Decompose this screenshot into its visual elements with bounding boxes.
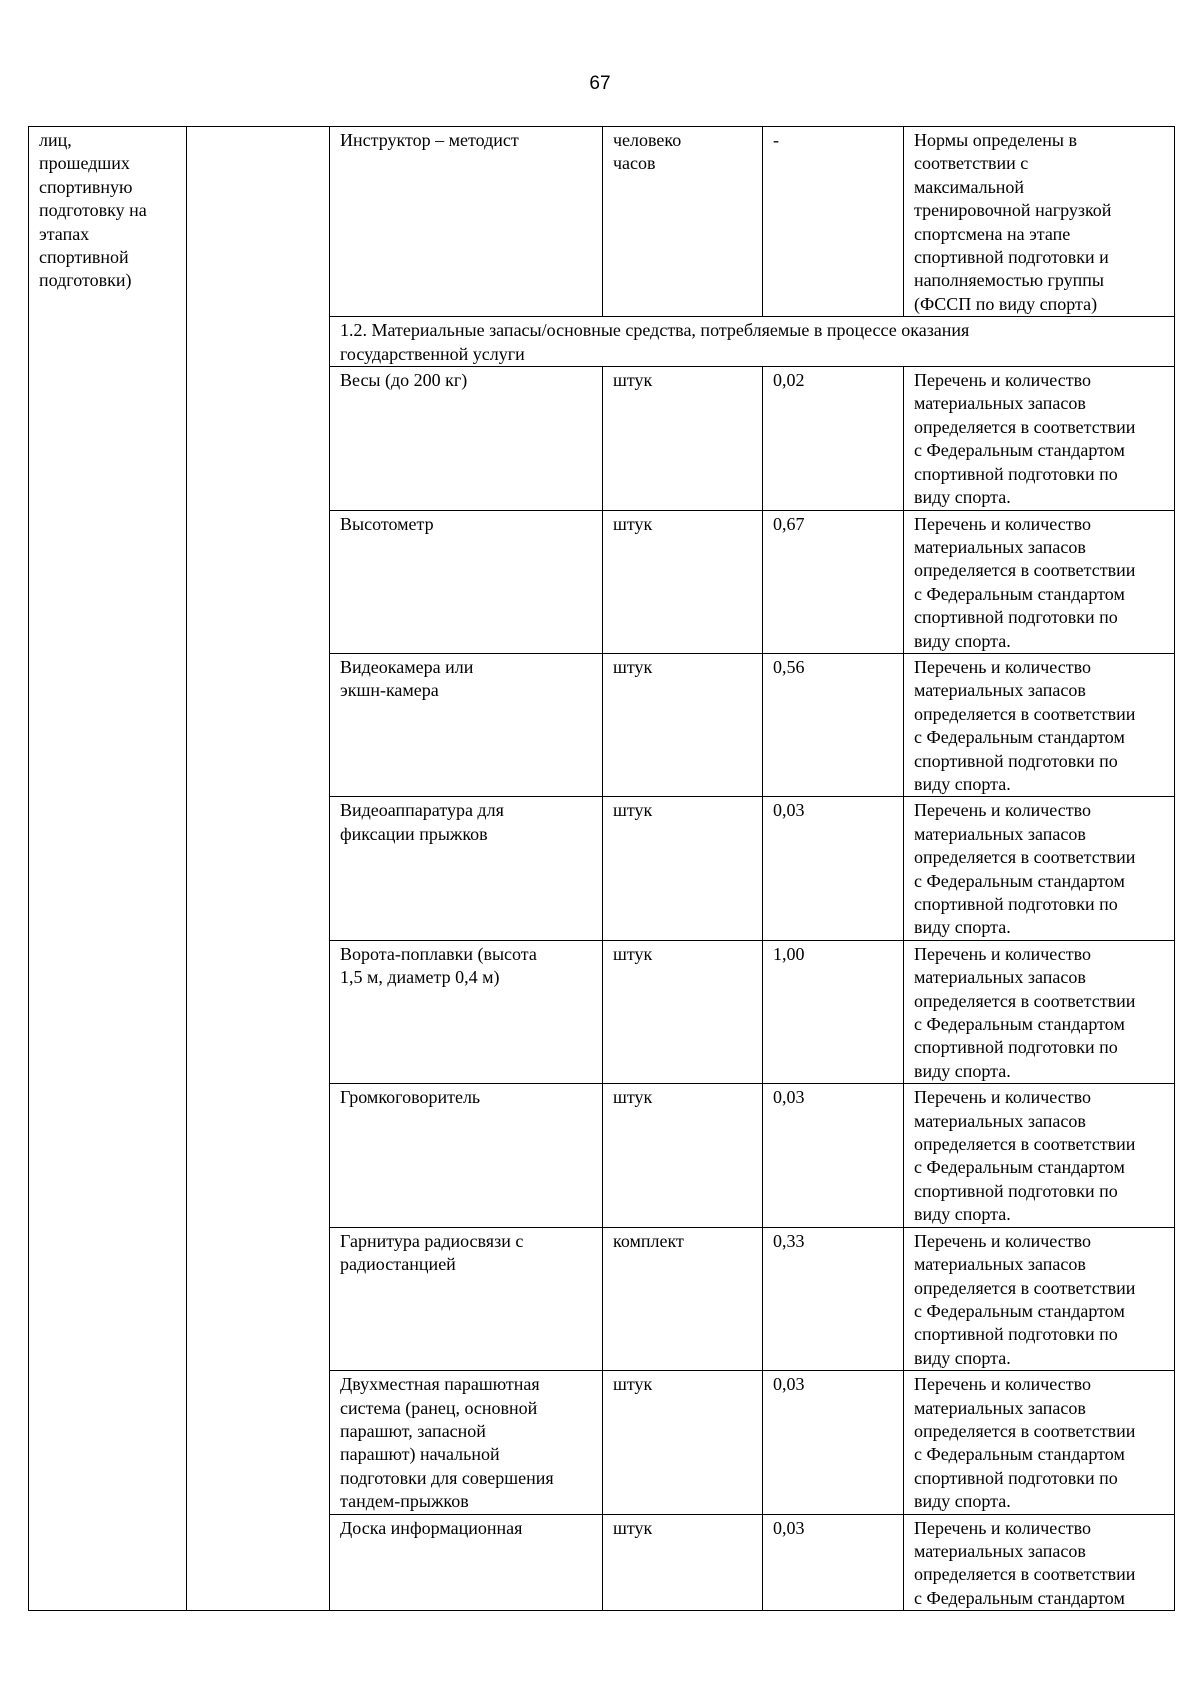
unit-cell: штук	[603, 1084, 763, 1227]
resource-name: Инструктор – методист	[330, 127, 603, 317]
value-cell: 0,02	[763, 367, 904, 510]
note-cell: Перечень и количество материальных запасов определяется в соответствии с Федеральным стандартом спортивной подготовки по виду спорта.	[904, 510, 1175, 653]
unit-cell: штук	[603, 1371, 763, 1514]
value-cell: 0,03	[763, 797, 904, 940]
resource-name: Весы (до 200 кг)	[330, 367, 603, 510]
value-cell: 0,03	[763, 1371, 904, 1514]
note-cell: Перечень и количество материальных запасов определяется в соответствии с Федеральным стандартом спортивной подготовки по виду спорта.	[904, 940, 1175, 1083]
value-cell: 0,03	[763, 1514, 904, 1611]
resource-name: Видеоаппаратура для фиксации прыжков	[330, 797, 603, 940]
value-cell: 0,03	[763, 1084, 904, 1227]
value-cell: -	[763, 127, 904, 317]
norms-table	[28, 126, 1175, 1611]
unit-cell: штук	[603, 653, 763, 796]
note-cell: Перечень и количество материальных запасов определяется в соответствии с Федеральным стандартом спортивной подготовки по виду спорта.	[904, 367, 1175, 510]
resource-name: Двухместная парашютная система (ранец, основной парашют, запасной парашют) начальной подготовки для совершения тандем-прыжков	[330, 1371, 603, 1514]
resource-name: Доска информационная	[330, 1514, 603, 1611]
empty-cell	[187, 127, 330, 1611]
value-cell: 0,67	[763, 510, 904, 653]
unit-cell: штук	[603, 1514, 763, 1611]
note-cell: Перечень и количество материальных запасов определяется в соответствии с Федеральным стандартом спортивной подготовки по виду спорта.	[904, 797, 1175, 940]
resource-name: Громкоговоритель	[330, 1084, 603, 1227]
note-cell: Перечень и количество материальных запасов определяется в соответствии с Федеральным стандартом спортивной подготовки по виду спорта.	[904, 1084, 1175, 1227]
resource-name: Ворота-поплавки (высота 1,5 м, диаметр 0,4 м)	[330, 940, 603, 1083]
section-heading: 1.2. Материальные запасы/основные средства, потребляемые в процессе оказания государственной услуги	[330, 317, 1175, 367]
resource-name: Высотометр	[330, 510, 603, 653]
resource-name: Видеокамера или экшн-камера	[330, 653, 603, 796]
unit-cell: комплект	[603, 1227, 763, 1370]
unit-cell: человеко часов	[603, 127, 763, 317]
note-cell: Перечень и количество материальных запасов определяется в соответствии с Федеральным стандартом спортивной подготовки по виду спорта.	[904, 1371, 1175, 1514]
page-number: 67	[589, 73, 611, 94]
note-cell: Перечень и количество материальных запасов определяется в соответствии с Федеральным стандартом	[904, 1514, 1175, 1611]
unit-cell: штук	[603, 367, 763, 510]
note-cell: Перечень и количество материальных запасов определяется в соответствии с Федеральным стандартом спортивной подготовки по виду спорта.	[904, 653, 1175, 796]
unit-cell: штук	[603, 797, 763, 940]
category-cell: лиц, прошедших спортивную подготовку на этапах спортивной подготовки)	[29, 127, 187, 1611]
unit-cell: штук	[603, 940, 763, 1083]
value-cell: 0,56	[763, 653, 904, 796]
note-cell: Перечень и количество материальных запасов определяется в соответствии с Федеральным стандартом спортивной подготовки по виду спорта.	[904, 1227, 1175, 1370]
resource-name: Гарнитура радиосвязи с радиостанцией	[330, 1227, 603, 1370]
value-cell: 1,00	[763, 940, 904, 1083]
unit-cell: штук	[603, 510, 763, 653]
value-cell: 0,33	[763, 1227, 904, 1370]
instructor-row	[29, 127, 1175, 317]
note-cell: Нормы определены в соответствии с максимальной тренировочной нагрузкой спортсмена на этапе спортивной подготовки и наполняемостью группы (ФССП по виду спорта)	[904, 127, 1175, 317]
